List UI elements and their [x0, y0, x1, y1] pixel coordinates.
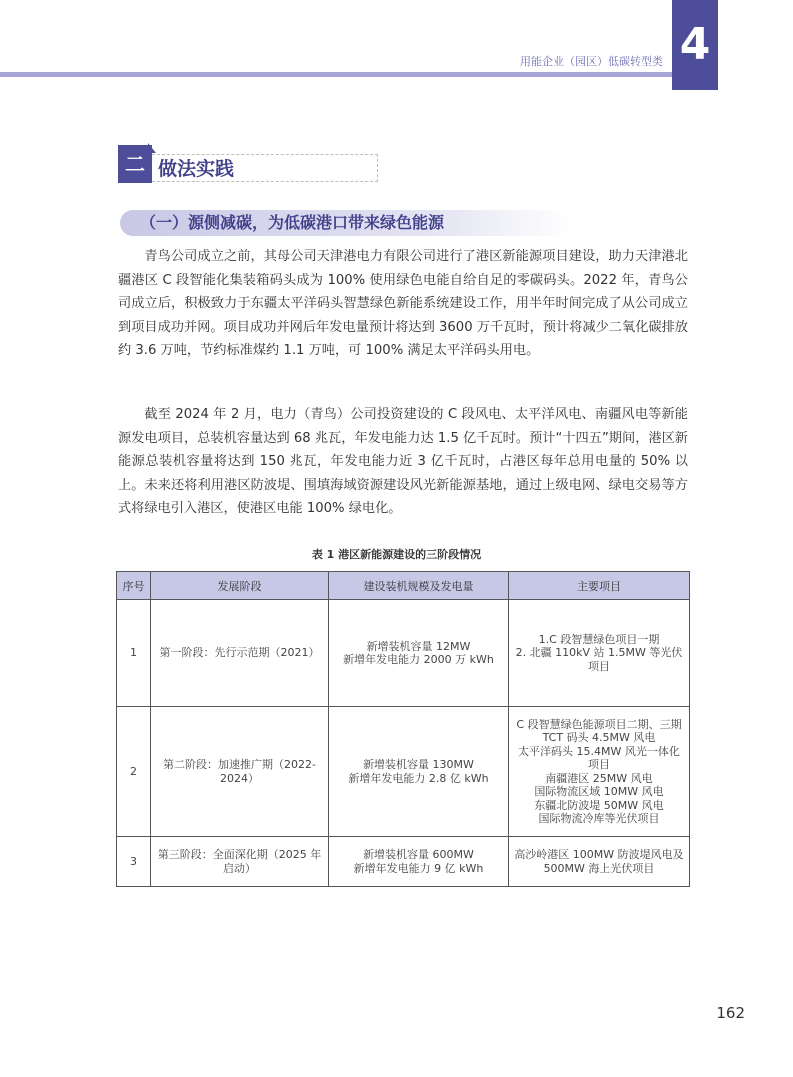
paragraph-2: 截至 2024 年 2 月，电力（青鸟）公司投资建设的 C 段风电、太平洋风电、南疆风电等新能源发电项目，总装机容量达到 68 兆瓦，年发电能力达 1.5 亿千瓦时。预计“十四五”期间，港区新能源总装机容量将达到 150 兆瓦，年发电能力近 3 亿千瓦时，占港区每年总用电量的 50% 以上。未来还将利用港区防波堤、围填海域资源建设风光新能源基地，通过上级电网、绿电交易等方式将绿电引入港区，使港区电能 100% 绿电化。	[118, 407, 688, 516]
project-line: 东疆北防波堤 50MW 风电	[534, 798, 664, 812]
paragraph-1: 青鸟公司成立之前，其母公司天津港电力有限公司进行了港区新能源项目建设，助力天津港北疆港区 C 段智能化集装箱码头成为 100% 使用绿色电能自给自足的零碳码头。2022 年，青鸟公司成立后，积极致力于东疆太平洋码头智慧绿色新能系统建设工作，用半年时间完成了从公司成立到项目成功并网。项目成功并网后年发电量预计将达到 3600 万千瓦时，预计将减少二氧化碳排放约 3.6 万吨，节约标准煤约 1.1 万吨，可 100% 满足太平洋码头用电。	[118, 249, 688, 358]
row-capacity	[329, 837, 509, 887]
capacity-line: 新增年发电能力 2000 万 kWh	[343, 653, 494, 666]
row-no: 1	[117, 600, 151, 707]
chapter-tab	[672, 0, 718, 90]
table-caption: 表 1 港区新能源建设的三阶段情况	[311, 548, 482, 561]
row-capacity	[329, 707, 509, 837]
table-header-row	[117, 572, 690, 600]
row-no: 3	[117, 837, 151, 887]
running-header: 用能企业（园区）低碳转型类	[520, 55, 663, 68]
project-line: 南疆港区 25MW 风电	[545, 771, 653, 785]
header-capacity: 建设装机规模及发电量	[329, 572, 509, 600]
project-line: 高沙岭港区 100MW 防波堤风电及 500MW 海上光伏项目	[514, 848, 684, 875]
row-projects	[509, 600, 690, 707]
project-line: 太平洋码头 15.4MW 风光一体化项目	[518, 744, 680, 771]
row-capacity	[329, 600, 509, 707]
project-line: 2. 北疆 110kV 站 1.5MW 等光伏项目	[515, 646, 683, 673]
row-no: 2	[117, 707, 151, 837]
project-line: TCT 码头 4.5MW 风电	[542, 731, 656, 744]
capacity-line: 新增年发电能力 9 亿 kWh	[353, 861, 484, 875]
project-line: 1.C 段智慧绿色项目一期	[538, 632, 660, 646]
capacity-line: 新增装机容量 600MW	[363, 848, 474, 861]
project-line: C 段智慧绿色能源项目二期、三期	[516, 717, 682, 731]
header-stage: 发展阶段	[151, 572, 329, 600]
page-number: 162	[716, 1004, 745, 1022]
row-projects	[509, 837, 690, 887]
section-title: 做法实践	[152, 154, 378, 182]
section-number: 二	[118, 145, 152, 183]
capacity-line: 新增年发电能力 2.8 亿 kWh	[348, 771, 489, 785]
row-stage: 第一阶段：先行示范期（2021）	[151, 600, 329, 707]
header-divider	[0, 72, 672, 77]
project-line: 国际物流区域 10MW 风电	[534, 785, 664, 798]
table-row	[117, 707, 690, 837]
project-line: 国际物流冷库等光伏项目	[538, 812, 660, 825]
table-row	[117, 600, 690, 707]
section-flag-icon	[148, 143, 156, 153]
row-stage: 第二阶段：加速推广期（2022-2024）	[151, 707, 329, 837]
stages-table	[116, 571, 690, 887]
capacity-line: 新增装机容量 12MW	[366, 639, 471, 653]
row-projects	[509, 707, 690, 837]
chapter-number: 4	[679, 19, 711, 70]
row-stage: 第三阶段：全面深化期（2025 年启动）	[151, 837, 329, 887]
header-no: 序号	[117, 572, 151, 600]
table-row	[117, 837, 690, 887]
capacity-line: 新增装机容量 130MW	[363, 758, 474, 771]
header-projects: 主要项目	[509, 572, 690, 600]
subsection-title: （一）源侧减碳，为低碳港口带来绿色能源	[120, 210, 570, 236]
